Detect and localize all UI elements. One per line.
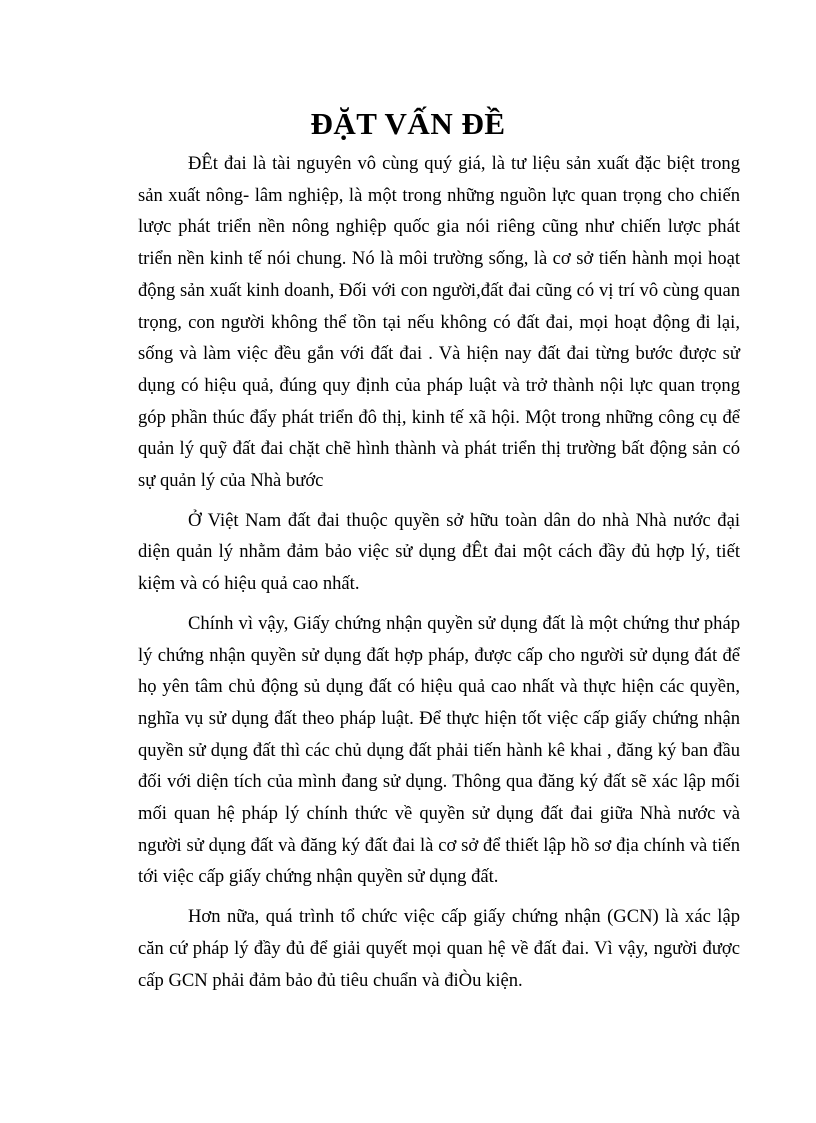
paragraph-2: Ở Việt Nam đất đai thuộc quyền sở hữu toàn dân do nhà Nhà nước đại diện quản lý nhằm đảm bảo việc sử dụng đÊt đai một cách đầy đủ hợp lý, tiết kiệm và có hiệu quả cao nhất. [138, 509, 740, 595]
page-title: ĐẶT VẤN ĐỀ [310, 106, 506, 141]
paragraph-4: Hơn nữa, quá trình tổ chức việc cấp giấy chứng nhận (GCN) là xác lập căn cứ pháp lý đầy đủ để giải quyết mọi quan hệ về đất đai. Vì vậy, người được cấp GCN phải đảm bảo đủ tiêu chuẩn và điÒu kiện. [138, 906, 740, 991]
paragraph-1: ĐÊt đai là tài nguyên vô cùng quý giá, là tư liệu sản xuất đặc biệt trong sản xuất nông- lâm nghiệp, là một trong những nguồn lực quan trọng cho chiến lược phát triển nền nông nghiệp quốc gia nói riêng cũng như chiến lược phát triển nền kinh tế nói chung. Nó là môi trường sống, là cơ sở tiến hành mọi hoạt động sản xuất kinh doanh, Đối với con người,đất đai cũng có vị trí vô cùng quan trọng, con người không thể tồn tại nếu không có đất đai, mọi hoạt động đi lại, sống và làm việc đều gắn với đất đai . Và hiện nay đất đai từng bước được sử dụng có hiệu quả, đúng quy định của pháp luật và trở thành nội lực quan trọng góp phần thúc đẩy phát triển đô thị, kinh tế xã hội. Một trong những công cụ để quản lý quỹ đất đai chặt chẽ hình thành và phát triển thị trường bất động sản có sự quản lý của Nhà bước [138, 153, 740, 492]
paragraph-3: Chính vì vậy, Giấy chứng nhận quyền sử dụng đất là một chứng thư pháp lý chứng nhận quyền sử dụng đất hợp pháp, được cấp cho người sử dụng đát để họ yên tâm chủ động sủ dụng đất có hiệu quả cao nhất và thực hiện các quyền, nghĩa vụ sử dụng đất theo pháp luật. Để thực hiện tốt việc cấp giấy chứng nhận quyền sử dụng đất thì các chủ dụng đất phải tiến hành kê khai , đăng ký ban đầu đối với diện tích của mình đang sử dụng. Thông qua đăng ký đất sẽ xác lập mối mối quan hệ pháp lý chính thức về quyền sử dụng đất đai giữa Nhà nước và người sử dụng đất và đăng ký đất đai là cơ sở để thiết lập hồ sơ địa chính và tiến tới việc cấp giấy chứng nhận quyền sử dụng đất. [138, 612, 740, 888]
document-body [138, 148, 740, 1004]
